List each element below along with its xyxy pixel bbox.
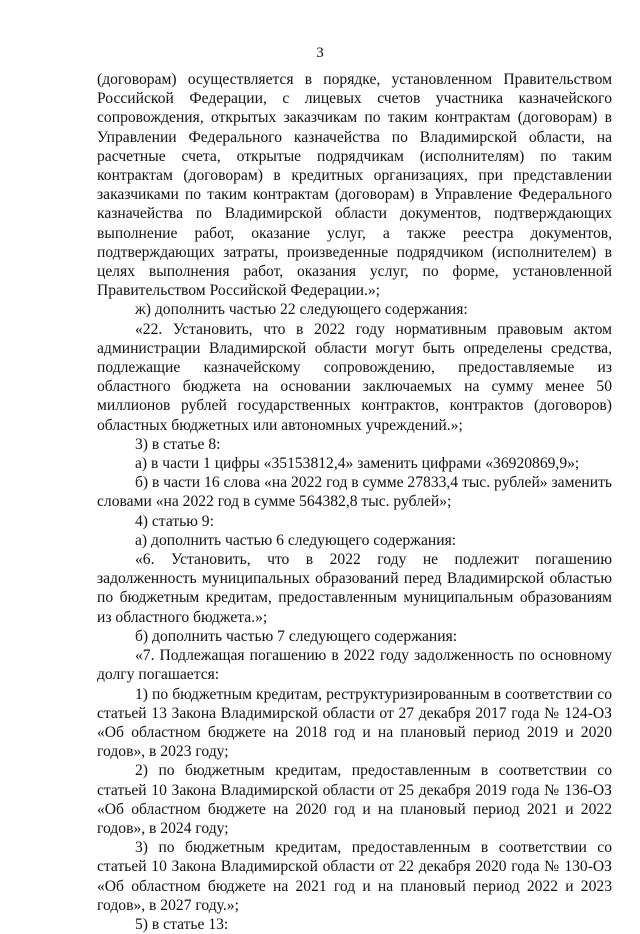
paragraph: а) дополнить частью 6 следующего содержания: [135, 531, 457, 549]
paragraph: «22. Установить, что в 2022 году нормативным правовым актом администрации Владимирской области могут быть определены средства, подлежащие казначейскому сопровождению, предоставляемые из областного бюджета на основании заключаемых на сумму менее 50 миллионов рублей государственных контрактов, контрактов (договоров) областных бюджетных или автономных учреждений.»; [97, 320, 612, 434]
paragraph: 3) по бюджетным кредитам, предоставленным в соответствии со статьей 10 Закона Владимирской области от 22 декабря 2020 года № 130-ОЗ «Об областном бюджете на 2021 год и на плановый период 2022 и 2023 годов», в 2027 году.»; [97, 839, 612, 914]
paragraph: (договорам) осуществляется в порядке, установленном Правительством Российской Федерации, с лицевых счетов участника казначейского сопровождения, открытых заказчикам по таким контрактам (договорам) в Управлении Федерального казначейства по Владимирской области, на расчетные счета, открытые подрядчикам (исполнителям) по таким контрактам (договорам) в кредитных организациях, при представлении заказчиками по таким контрактам (договорам) в Управление Федерального казначейства по Владимирской области документов, подтверждающих выполнение работ, оказание услуг, а также реестра документов, подтверждающих затраты, произведенные подрядчиком (исполнителем) в целях выполнения работ, оказания услуг, по форме, установленной Правительством Российской Федерации.»; [97, 71, 612, 300]
paragraph: «6. Установить, что в 2022 году не подлежит погашению задолженность муниципальных образований перед Владимирской областью по бюджетным кредитам, предоставленным муниципальным образованиям из областного бюджета.»; [97, 551, 612, 626]
document-body [97, 70, 612, 934]
paragraph: 3) в статье 8: [135, 435, 221, 453]
paragraph: 5) в статье 13: [135, 915, 229, 933]
paragraph: б) дополнить частью 7 следующего содержания: [135, 627, 458, 645]
paragraph: 2) по бюджетным кредитам, предоставленным в соответствии со статьей 10 Закона Владимирской области от 25 декабря 2019 года № 136-ОЗ «Об областном бюджете на 2020 год и на плановый период 2021 и 2022 годов», в 2024 году; [97, 762, 612, 837]
paragraph: 4) статью 9: [135, 512, 214, 530]
paragraph: «7. Подлежащая погашению в 2022 году задолженность по основному долгу погашается: [97, 647, 612, 684]
paragraph: 1) по бюджетным кредитам, реструктуризированным в соответствии со статьей 13 Закона Владимирской области от 27 декабря 2017 года № 124-ОЗ «Об областном бюджете на 2018 год и на плановый период 2019 и 2020 годов», в 2023 году; [97, 685, 612, 761]
paragraph: б) в части 16 слова «на 2022 год в сумме 27833,4 тыс. рублей» заменить словами «на 2022 год в сумме 564382,8 тыс. рублей»; [97, 474, 612, 511]
paragraph: а) в части 1 цифры «35153812,4» заменить цифрами «36920869,9»; [135, 455, 580, 473]
page-number: 3 [316, 45, 324, 61]
paragraph: ж) дополнить частью 22 следующего содержания: [135, 301, 468, 319]
